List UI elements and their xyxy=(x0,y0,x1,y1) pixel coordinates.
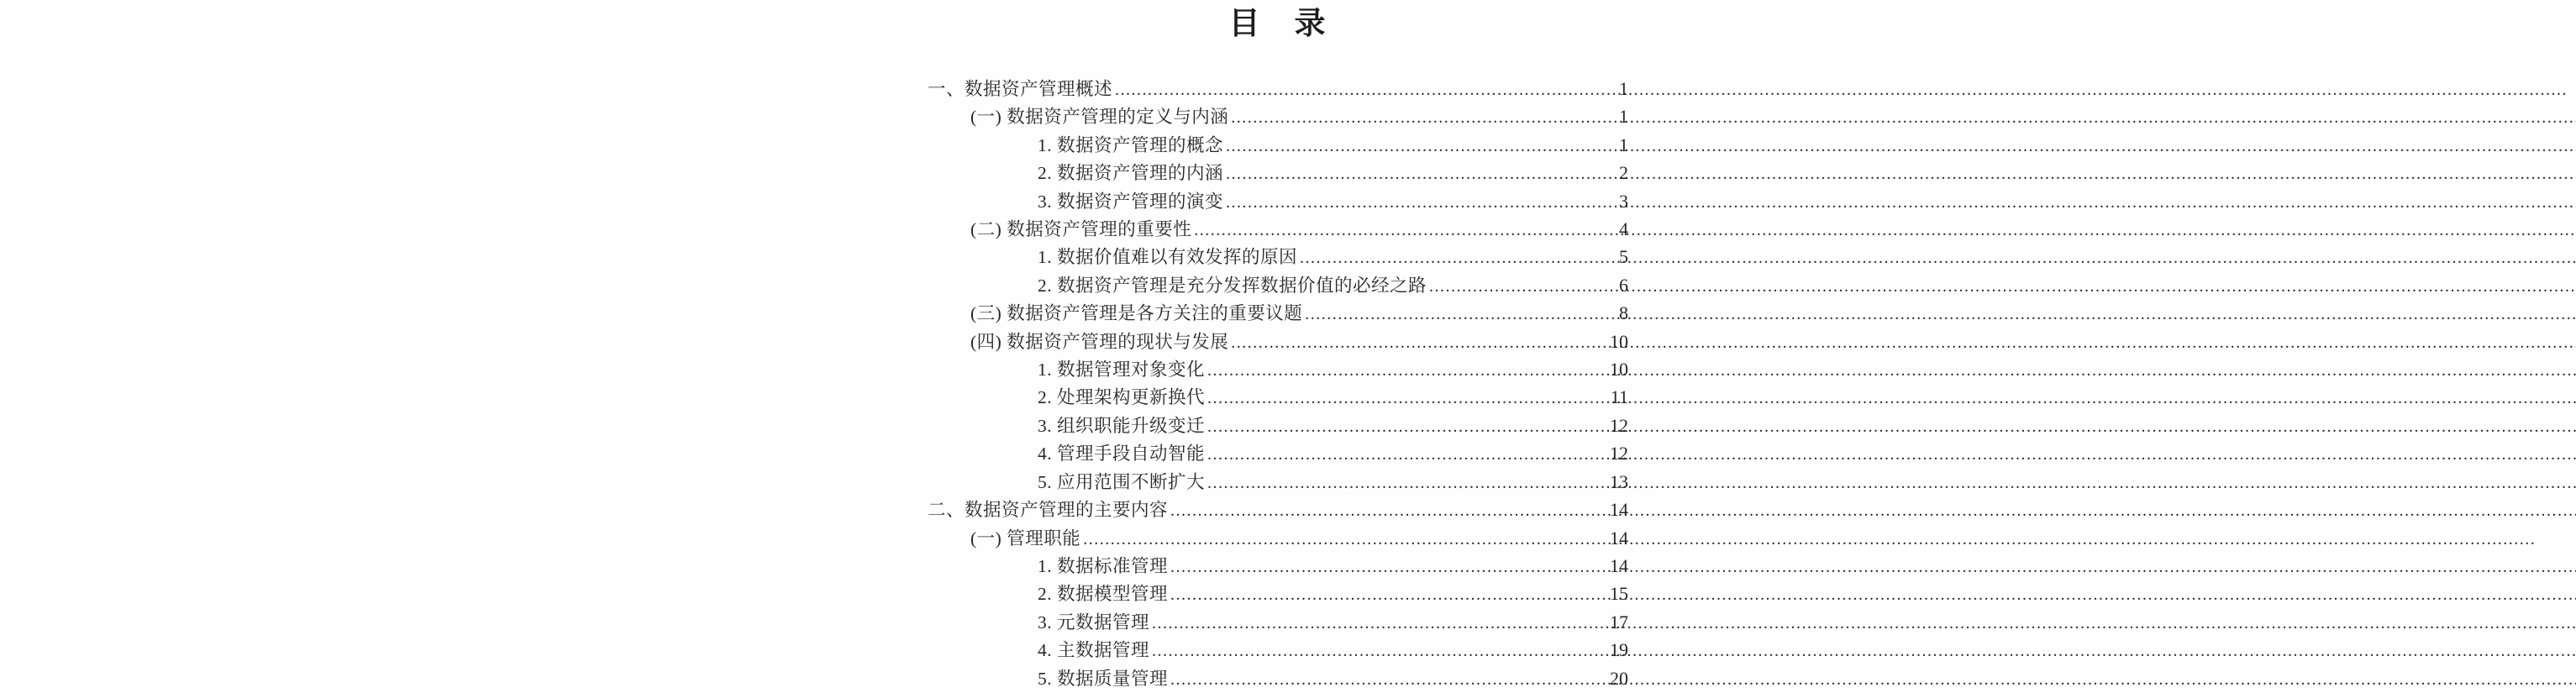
toc-entry-label: 1. 数据资产管理的概念 xyxy=(1038,134,1224,155)
toc-entry-page-number: 14 xyxy=(1610,499,1628,521)
toc-entry-page-number: 14 xyxy=(1610,554,1628,576)
toc-entry-label: 5. 数据质量管理 xyxy=(1038,668,1169,689)
toc-entry-page-number: 12 xyxy=(1610,443,1628,465)
toc-entry-dot-leader xyxy=(1083,526,1609,553)
toc-entry xyxy=(928,103,1628,131)
toc-entry-label: (一) 数据资产管理的定义与内涵 xyxy=(970,107,1229,128)
toc-entry-label: 一、数据资产管理概述 xyxy=(928,79,1113,99)
toc-entry xyxy=(928,300,1628,328)
toc-entry xyxy=(928,76,1628,103)
toc-entry-page-number: 17 xyxy=(1610,611,1628,633)
toc-entry xyxy=(928,609,1628,637)
document-page xyxy=(917,0,1659,689)
toc-entry-page-number: 11 xyxy=(1610,386,1628,408)
toc-entry-label: 3. 数据资产管理的演变 xyxy=(1038,191,1224,212)
toc-entry-dot-leader xyxy=(1170,497,1609,524)
page-title: 目 录 xyxy=(1228,7,1327,41)
toc-entry xyxy=(928,272,1628,300)
toc-entry-dot-leader xyxy=(1231,329,1609,356)
toc-entry-dot-leader xyxy=(1152,610,1609,637)
toc-entry xyxy=(928,132,1628,160)
toc-entry-dot-leader xyxy=(1226,133,1618,160)
toc-entry-label: (二) 数据资产管理的重要性 xyxy=(970,219,1192,240)
toc-entry-page-number: 10 xyxy=(1610,359,1628,381)
toc-entry-dot-leader xyxy=(1226,160,1618,187)
toc-list xyxy=(928,76,1628,693)
toc-entry-dot-leader xyxy=(1207,441,1609,468)
toc-entry-page-number: 10 xyxy=(1610,330,1628,352)
toc-entry-dot-leader xyxy=(1152,638,1609,664)
toc-entry xyxy=(928,384,1628,412)
toc-entry-page-number: 8 xyxy=(1619,302,1628,324)
toc-entry xyxy=(928,244,1628,271)
toc-entry-page-number: 19 xyxy=(1610,639,1628,661)
toc-entry xyxy=(928,637,1628,664)
toc-entry xyxy=(928,553,1628,580)
toc-entry-dot-leader xyxy=(1194,217,1618,244)
toc-entry-dot-leader xyxy=(1207,413,1609,440)
toc-entry-page-number: 4 xyxy=(1619,218,1628,240)
toc-entry-dot-leader xyxy=(1170,554,1609,580)
toc-entry-dot-leader xyxy=(1305,301,1618,328)
toc-entry-dot-leader xyxy=(1170,581,1609,608)
toc-entry-dot-leader xyxy=(1115,76,1618,103)
toc-entry-label: 2. 处理架构更新换代 xyxy=(1038,387,1206,408)
toc-entry-dot-leader xyxy=(1207,385,1610,412)
toc-entry-label: 1. 数据标准管理 xyxy=(1038,555,1169,576)
toc-entry xyxy=(928,665,1628,693)
toc-entry xyxy=(928,525,1628,553)
toc-entry-label: 4. 主数据管理 xyxy=(1038,640,1150,661)
toc-entry-page-number: 3 xyxy=(1619,190,1628,212)
toc-entry-label: 2. 数据资产管理是充分发挥数据价值的必经之路 xyxy=(1038,275,1427,296)
toc-entry-page-number: 12 xyxy=(1610,414,1628,436)
toc-entry-dot-leader xyxy=(1207,357,1609,384)
toc-entry-page-number: 2 xyxy=(1619,162,1628,184)
toc-entry-label: 5. 应用范围不断扩大 xyxy=(1038,471,1206,492)
toc-entry-page-number: 13 xyxy=(1610,470,1628,492)
toc-entry-label: 2. 数据模型管理 xyxy=(1038,584,1169,605)
toc-entry-label: 3. 元数据管理 xyxy=(1038,612,1150,633)
toc-entry xyxy=(928,160,1628,187)
toc-entry xyxy=(928,440,1628,468)
toc-entry-dot-leader xyxy=(1300,244,1618,271)
toc-entry-page-number: 20 xyxy=(1610,667,1628,689)
toc-entry-label: 1. 数据价值难以有效发挥的原因 xyxy=(1038,247,1298,268)
toc-entry xyxy=(928,469,1628,496)
toc-entry-page-number: 1 xyxy=(1619,134,1628,155)
toc-entry-page-number: 1 xyxy=(1619,106,1628,128)
toc-entry xyxy=(928,328,1628,356)
toc-entry xyxy=(928,356,1628,384)
toc-entry xyxy=(928,412,1628,440)
toc-entry xyxy=(928,580,1628,608)
toc-entry-label: 1. 数据管理对象变化 xyxy=(1038,360,1206,381)
toc-entry-label: 3. 组织职能升级变迁 xyxy=(1038,415,1206,436)
toc-entry-dot-leader xyxy=(1226,189,1618,216)
toc-entry-label: 二、数据资产管理的主要内容 xyxy=(928,500,1169,521)
toc-entry-label: (四) 数据资产管理的现状与发展 xyxy=(970,331,1229,352)
toc-entry-page-number: 1 xyxy=(1619,78,1628,99)
toc-entry-label: 2. 数据资产管理的内涵 xyxy=(1038,163,1224,184)
toc-entry-page-number: 6 xyxy=(1619,274,1628,296)
toc-entry-dot-leader xyxy=(1429,273,1618,300)
toc-entry-page-number: 5 xyxy=(1619,246,1628,268)
toc-entry-label: (一) 管理职能 xyxy=(970,528,1081,549)
toc-entry-dot-leader xyxy=(1170,666,1609,693)
toc-entry-page-number: 14 xyxy=(1610,527,1628,549)
toc-entry xyxy=(928,188,1628,216)
toc-entry xyxy=(928,496,1628,524)
toc-entry-dot-leader xyxy=(1231,104,1618,131)
toc-entry-page-number: 15 xyxy=(1610,583,1628,605)
toc-entry-dot-leader xyxy=(1207,470,1609,496)
toc-entry-label: (三) 数据资产管理是各方关注的重要议题 xyxy=(970,303,1303,324)
toc-entry xyxy=(928,216,1628,244)
toc-entry-label: 4. 管理手段自动智能 xyxy=(1038,444,1206,465)
